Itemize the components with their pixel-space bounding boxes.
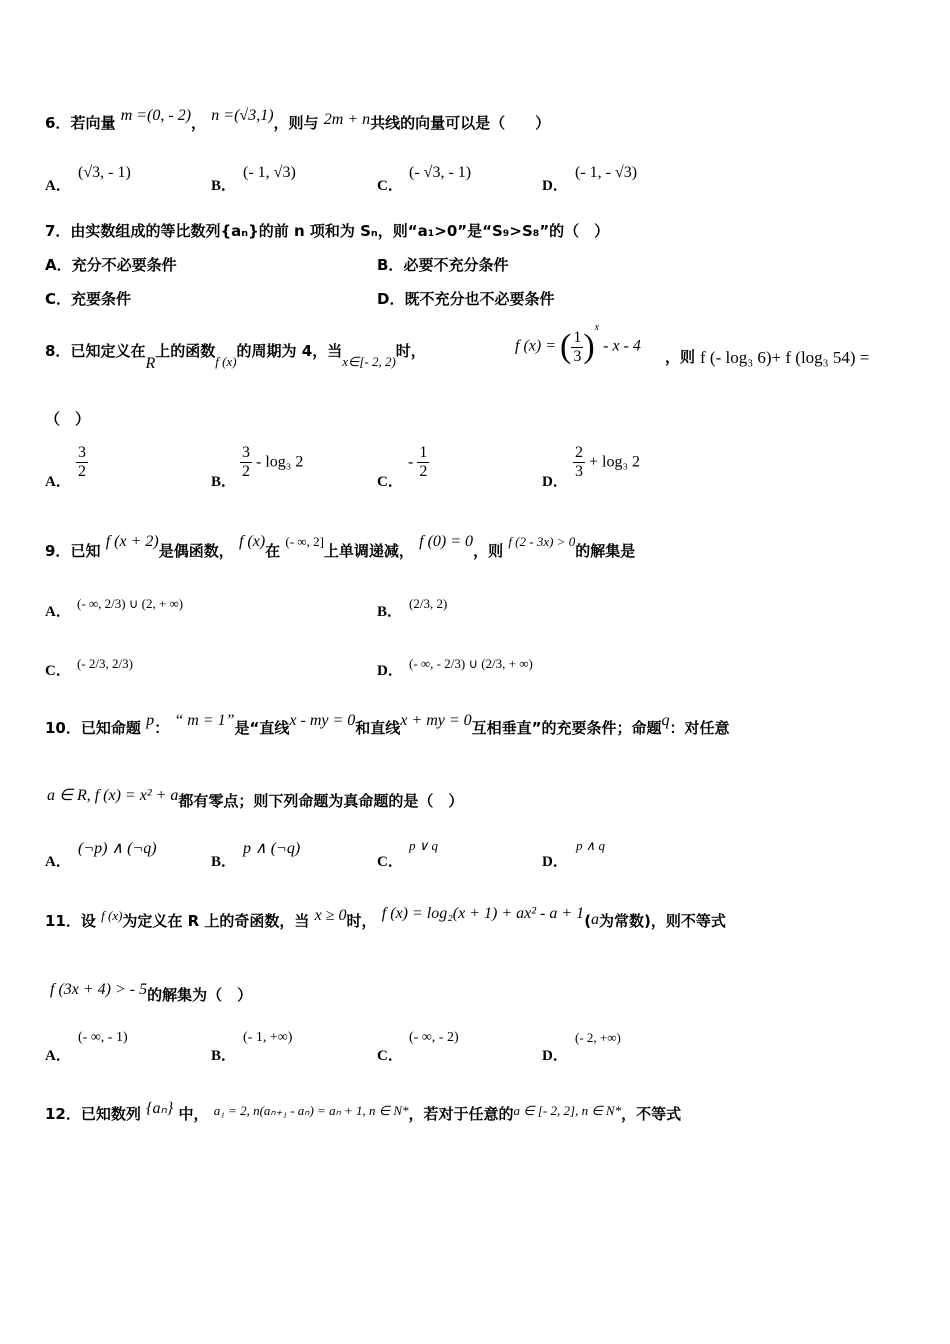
- q8-option-b: $\frac{3}{2}$ - log₃ 2: [242, 444, 304, 480]
- q7-option-b: B．必要不充分条件: [377, 256, 509, 274]
- q9-option-b: (2/3, 2): [409, 596, 448, 611]
- q9-option-c: (- 2/3, 2/3): [77, 656, 133, 671]
- q6-option-c-label: C．: [377, 178, 403, 194]
- q6-number: 6．: [45, 114, 71, 132]
- q10-stem: 10．已知命题 p： “ m = 1”是“直线x - my = 0和直线x + my = 0互相垂直”的充要条件；命题q：对任意: [45, 712, 730, 737]
- q10-expr-1: “ m = 1”: [174, 712, 235, 729]
- q6-option-b-label: B．: [211, 178, 237, 194]
- q11-fx: f (x): [101, 908, 123, 923]
- q6-option-d: (- 1, - √3): [575, 164, 638, 181]
- q11-condition: x ≥ 0: [314, 907, 347, 924]
- q6-option-d-label: D．: [542, 178, 568, 194]
- q8-number: 8．: [45, 342, 71, 360]
- q11-option-a-label: A．: [45, 1048, 71, 1064]
- q9-option-a: (- ∞, 2/3) ∪ (2, + ∞): [77, 596, 184, 611]
- q8-stem: 8．已知定义在R上的函数f (x)的周期为 4，当x∈[- 2, 2)时，: [45, 342, 426, 372]
- q8-definition: f (x) = ( $\frac{1}{3}$ )$^x$ - x - 4: [515, 322, 641, 365]
- q9-expr-1: f (x + 2): [105, 533, 159, 550]
- q8-option-d-label: D．: [542, 474, 568, 490]
- q8-fx: f (x): [215, 354, 237, 369]
- q10-p: p: [146, 712, 155, 729]
- q11-number: 11．: [45, 912, 81, 930]
- q11-option-c-label: C．: [377, 1048, 403, 1064]
- q8-option-b-label: B．: [211, 474, 237, 490]
- q7-option-a: A．充分不必要条件: [45, 256, 177, 274]
- q11-a: a: [591, 911, 600, 928]
- q6-vector-n: n =(√3,1): [211, 107, 274, 124]
- q9-option-d: (- ∞, - 2/3) ∪ (2/3, + ∞): [409, 656, 533, 671]
- q10-option-c-label: C．: [377, 854, 403, 870]
- q6-stem: 6．若向量 m =(0, - 2)， n =(√3,1)，则与 2m + n共线的向量可以是（ ）: [45, 107, 551, 132]
- q10-option-d-label: D．: [542, 854, 568, 870]
- q8-paren: （ ）: [45, 410, 91, 428]
- q11-definition: f (x) = log₂(x + 1) + ax² - a + 1: [381, 905, 585, 922]
- q10-option-a-label: A．: [45, 854, 71, 870]
- q11-option-b-label: B．: [211, 1048, 237, 1064]
- q11-stem: 11．设 f (x)为定义在 R 上的奇函数，当 x ≥ 0时， f (x) = log₂(x + 1) + ax² - a + 1(a为常数)，则不等式: [45, 905, 726, 930]
- q6-option-a: (√3, - 1): [78, 164, 131, 181]
- q10-option-b-label: B．: [211, 854, 237, 870]
- q8-target: f (- log₃ 6)+ f (log₃ 54) =: [700, 348, 870, 367]
- q10-line2-expr: a ∈ R, f (x) = x² + a: [47, 787, 179, 804]
- q6-vector-m: m =(0, - 2): [120, 107, 192, 124]
- q7-option-c: C．充要条件: [45, 290, 132, 308]
- q9-expr-5: f (2 - 3x) > 0: [508, 534, 576, 549]
- q10-line-2: a ∈ R, f (x) = x² + a都有零点；则下列命题为真命题的是（ ）: [47, 787, 464, 810]
- q11-line-2: f (3x + 4) > - 5的解集为（ ）: [50, 981, 253, 1004]
- q6-combo: 2m + n: [323, 111, 371, 128]
- q11-option-d: (- 2, +∞): [575, 1030, 621, 1045]
- q10-option-a: (¬p) ∧ (¬q): [78, 840, 157, 857]
- q6-option-a-label: A．: [45, 178, 71, 194]
- q9-option-d-label: D．: [377, 663, 403, 679]
- q12-recurrence: a₁ = 2, n(aₙ₊₁ - aₙ) = aₙ + 1, n ∈ N*: [213, 1103, 409, 1118]
- q10-expr-3: x + my = 0: [400, 712, 472, 729]
- q11-option-c: (- ∞, - 2): [409, 1030, 459, 1045]
- q9-option-b-label: B．: [377, 604, 403, 620]
- q8-option-c: - $\frac{1}{2}$: [408, 444, 428, 480]
- q8-then: ，则: [665, 348, 696, 366]
- q8-option-c-label: C．: [377, 474, 403, 490]
- q9-stem: 9．已知 f (x + 2)是偶函数， f (x)在 (- ∞, 2]上单调递减， f (0) = 0，则 f (2 - 3x) > 0的解集是: [45, 533, 636, 560]
- q6-option-c: (- √3, - 1): [409, 164, 472, 181]
- q11-option-a: (- ∞, - 1): [78, 1030, 128, 1045]
- q9-expr-2: f (x): [238, 533, 266, 550]
- q9-option-c-label: C．: [45, 663, 71, 679]
- q10-option-d: p ∧ q: [576, 838, 606, 853]
- q10-option-c: p ∨ q: [409, 838, 439, 853]
- q12-domain: a ∈ [- 2, 2], n ∈ N*: [513, 1103, 622, 1118]
- q8-R: R: [145, 355, 156, 372]
- q7-option-d: D．既不充分也不必要条件: [377, 290, 555, 308]
- q10-option-b: p ∧ (¬q): [243, 840, 301, 857]
- q10-expr-2: x - my = 0: [289, 712, 356, 729]
- q7-stem: 7．由实数组成的等比数列{aₙ}的前 n 项和为 Sₙ，则“a₁>0”是“S₉>S₈”的（ ）: [45, 222, 610, 240]
- q11-option-d-label: D．: [542, 1048, 568, 1064]
- q8-option-a-label: A．: [45, 474, 71, 490]
- q12-stem: 12．已知数列 {aₙ} 中， a₁ = 2, n(aₙ₊₁ - aₙ) = aₙ + 1, n ∈ N*，若对于任意的a ∈ [- 2, 2], n ∈ N*，不等式: [45, 1100, 682, 1123]
- q10-q: q: [661, 712, 670, 729]
- q8-interval: x∈[- 2, 2): [342, 354, 396, 369]
- q11-inequality: f (3x + 4) > - 5: [50, 981, 148, 998]
- q9-number: 9．: [45, 542, 71, 560]
- q6-option-b: (- 1, √3): [243, 164, 296, 181]
- q8-option-a: $\frac{3}{2}$: [78, 444, 86, 480]
- q9-expr-4: f (0) = 0: [419, 533, 474, 550]
- q12-sequence: {aₙ}: [146, 1100, 174, 1117]
- q9-option-a-label: A．: [45, 604, 71, 620]
- q9-expr-3: (- ∞, 2]: [285, 534, 324, 549]
- q12-number: 12．: [45, 1105, 81, 1123]
- q11-option-b: (- 1, +∞): [243, 1030, 293, 1045]
- q10-number: 10．: [45, 719, 81, 737]
- q8-option-d: $\frac{2}{3}$ + log₃ 2: [575, 444, 641, 480]
